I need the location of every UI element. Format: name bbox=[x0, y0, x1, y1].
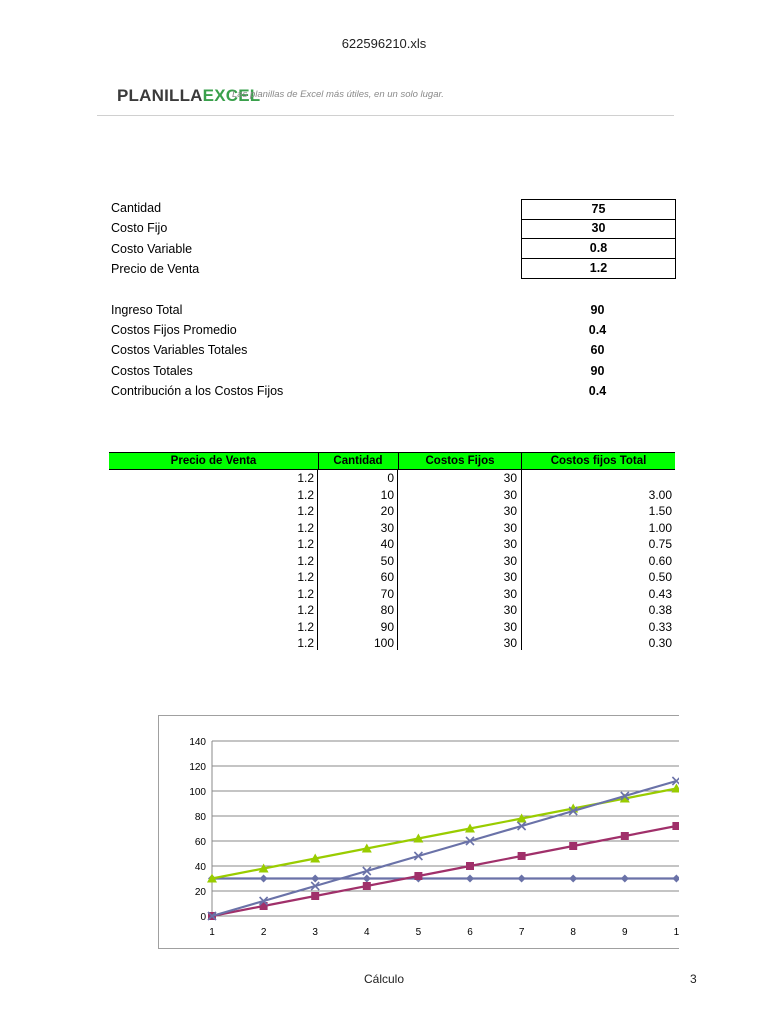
line-chart bbox=[159, 716, 679, 948]
result-label-costos-variables-totales: Costos Variables Totales bbox=[111, 343, 248, 357]
cell-costos-fijos-total: 1.00 bbox=[648, 520, 672, 535]
cell-costos-fijos: 30 bbox=[503, 570, 517, 584]
y-tick-label: 100 bbox=[189, 787, 206, 798]
table-header bbox=[109, 452, 675, 470]
cell-precio-venta: 1.2 bbox=[297, 636, 314, 650]
cell-costos-fijos-total: 0.43 bbox=[648, 586, 672, 601]
result-label-contribucion: Contribución a los Costos Fijos bbox=[111, 384, 284, 398]
cell-costos-fijos-total: 0.50 bbox=[648, 570, 672, 584]
cell-cantidad: 50 bbox=[380, 553, 394, 568]
cell-precio-venta: 1.2 bbox=[297, 570, 314, 584]
data-point bbox=[311, 875, 319, 883]
table-row bbox=[109, 487, 675, 504]
cell-cantidad: 10 bbox=[380, 487, 394, 502]
data-point bbox=[466, 862, 474, 870]
table-row bbox=[109, 520, 675, 537]
input-label-costo-fijo: Costo Fijo bbox=[111, 221, 168, 235]
series-line bbox=[212, 826, 676, 916]
cell-cantidad: 90 bbox=[380, 619, 394, 634]
data-point bbox=[311, 892, 319, 900]
result-value-costos-variables-totales: 60 bbox=[590, 343, 605, 357]
header-cantidad: Cantidad bbox=[318, 453, 399, 469]
data-point bbox=[518, 875, 526, 883]
data-point bbox=[621, 832, 629, 840]
y-tick-label: 80 bbox=[194, 812, 206, 823]
y-tick-label: 60 bbox=[194, 837, 206, 848]
input-label-cantidad: Cantidad bbox=[111, 201, 162, 215]
y-tick-label: 20 bbox=[194, 887, 206, 898]
x-tick-label: 3 bbox=[312, 927, 318, 938]
table-row bbox=[109, 619, 675, 636]
cell-costos-fijos: 30 bbox=[503, 471, 517, 485]
cell-costos-fijos: 30 bbox=[503, 636, 517, 650]
brand-tagline: Las planillas de Excel más útiles, en un solo lugar. bbox=[232, 89, 444, 100]
x-tick-label: 1 bbox=[209, 927, 215, 938]
result-label-costos-fijos-promedio: Costos Fijos Promedio bbox=[111, 323, 237, 337]
column-divider bbox=[317, 469, 318, 650]
table-row bbox=[109, 635, 675, 652]
result-label-costos-totales: Costos Totales bbox=[111, 364, 193, 378]
cell-cantidad: 40 bbox=[380, 537, 394, 551]
data-point bbox=[260, 875, 268, 883]
cell-precio-venta: 1.2 bbox=[297, 619, 314, 634]
x-tick-label: 9 bbox=[622, 927, 628, 938]
y-tick-label: 40 bbox=[194, 862, 206, 873]
cell-costos-fijos-total: 0.60 bbox=[648, 553, 672, 568]
header-divider bbox=[97, 115, 674, 116]
cell-precio-venta: 1.2 bbox=[297, 586, 314, 601]
data-point bbox=[621, 875, 629, 883]
cell-costos-fijos: 30 bbox=[503, 553, 517, 568]
data-point bbox=[414, 872, 422, 880]
cell-costos-fijos: 30 bbox=[503, 504, 517, 518]
data-point bbox=[518, 852, 526, 860]
input-label-costo-variable: Costo Variable bbox=[111, 242, 193, 256]
data-point bbox=[363, 875, 371, 883]
series-line bbox=[212, 781, 676, 916]
data-point bbox=[672, 822, 679, 830]
footer-page-number: 3 bbox=[690, 972, 697, 986]
table-row bbox=[109, 569, 675, 586]
cell-cantidad: 70 bbox=[380, 586, 394, 601]
result-label-ingreso-total: Ingreso Total bbox=[111, 303, 183, 317]
input-value-costo-variable[interactable]: 0.8 bbox=[521, 239, 676, 259]
y-tick-label: 0 bbox=[200, 912, 206, 923]
footer-sheet-name: Cálculo bbox=[363, 972, 405, 986]
cell-costos-fijos: 30 bbox=[503, 619, 517, 634]
data-point bbox=[466, 875, 474, 883]
y-tick-label: 120 bbox=[189, 762, 206, 773]
cell-cantidad: 0 bbox=[387, 471, 394, 485]
result-value-costos-totales: 90 bbox=[590, 364, 605, 378]
table-row bbox=[109, 586, 675, 603]
cell-precio-venta: 1.2 bbox=[297, 520, 314, 535]
x-tick-label: 7 bbox=[518, 927, 525, 938]
data-table bbox=[109, 452, 675, 652]
result-value-costos-fijos-promedio: 0.4 bbox=[588, 323, 607, 337]
result-value-contribucion: 0.4 bbox=[588, 384, 607, 398]
table-row bbox=[109, 470, 675, 487]
cell-costos-fijos-total: 0.38 bbox=[648, 603, 672, 617]
data-point bbox=[672, 875, 679, 883]
cell-costos-fijos-total: 3.00 bbox=[648, 487, 672, 502]
cell-precio-venta: 1.2 bbox=[297, 487, 314, 502]
column-divider bbox=[397, 469, 398, 650]
table-row bbox=[109, 503, 675, 520]
table-body bbox=[109, 470, 675, 652]
cell-precio-venta: 1.2 bbox=[297, 537, 314, 551]
x-tick-label: 5 bbox=[415, 927, 422, 938]
x-tick-label: 2 bbox=[260, 927, 267, 938]
data-point bbox=[363, 882, 371, 890]
cell-costos-fijos-total bbox=[522, 470, 672, 487]
cell-cantidad: 100 bbox=[373, 636, 394, 650]
x-tick-label: 8 bbox=[570, 927, 576, 938]
cell-cantidad: 80 bbox=[380, 603, 394, 617]
cell-precio-venta: 1.2 bbox=[297, 504, 314, 518]
cell-costos-fijos-total: 1.50 bbox=[648, 504, 672, 518]
y-tick-label: 140 bbox=[189, 737, 206, 748]
data-point bbox=[569, 842, 577, 850]
x-tick-label: 4 bbox=[364, 927, 370, 938]
cell-costos-fijos: 30 bbox=[503, 537, 517, 551]
chart-container bbox=[158, 715, 679, 949]
table-row bbox=[109, 602, 675, 619]
column-divider bbox=[521, 469, 522, 650]
table-row bbox=[109, 536, 675, 553]
cell-costos-fijos-total: 0.30 bbox=[648, 636, 672, 650]
result-value-ingreso-total: 90 bbox=[590, 303, 605, 317]
input-value-precio-venta[interactable]: 1.2 bbox=[521, 259, 676, 279]
brand-name-part1: PLANILLA bbox=[117, 86, 203, 105]
cell-costos-fijos-total: 0.75 bbox=[648, 537, 672, 551]
cell-precio-venta: 1.2 bbox=[297, 553, 314, 568]
cell-cantidad: 30 bbox=[380, 520, 394, 535]
document-filename: 622596210.xls bbox=[341, 36, 427, 51]
x-tick-label: 6 bbox=[467, 927, 473, 938]
header-costos-fijos-total: Costos fijos Total bbox=[550, 455, 647, 467]
cell-costos-fijos: 30 bbox=[503, 487, 517, 502]
cell-costos-fijos: 30 bbox=[503, 520, 517, 535]
input-value-costo-fijo[interactable]: 30 bbox=[521, 219, 676, 239]
cell-cantidad: 60 bbox=[380, 570, 394, 584]
input-label-precio-venta: Precio de Venta bbox=[111, 262, 200, 276]
cell-costos-fijos: 30 bbox=[503, 603, 517, 617]
input-value-cantidad[interactable]: 75 bbox=[521, 199, 676, 220]
cell-precio-venta: 1.2 bbox=[297, 471, 314, 485]
x-tick-label: 1 bbox=[673, 927, 679, 938]
header-precio-venta: Precio de Venta bbox=[109, 453, 319, 469]
table-row bbox=[109, 553, 675, 570]
cell-cantidad: 20 bbox=[380, 504, 394, 518]
header-costos-fijos: Costos Fijos bbox=[399, 453, 522, 469]
cell-precio-venta: 1.2 bbox=[297, 603, 314, 617]
cell-costos-fijos: 30 bbox=[503, 586, 517, 601]
data-point bbox=[569, 875, 577, 883]
brand-name-part2: EXCEL bbox=[202, 86, 261, 105]
cell-costos-fijos-total: 0.33 bbox=[648, 619, 672, 634]
